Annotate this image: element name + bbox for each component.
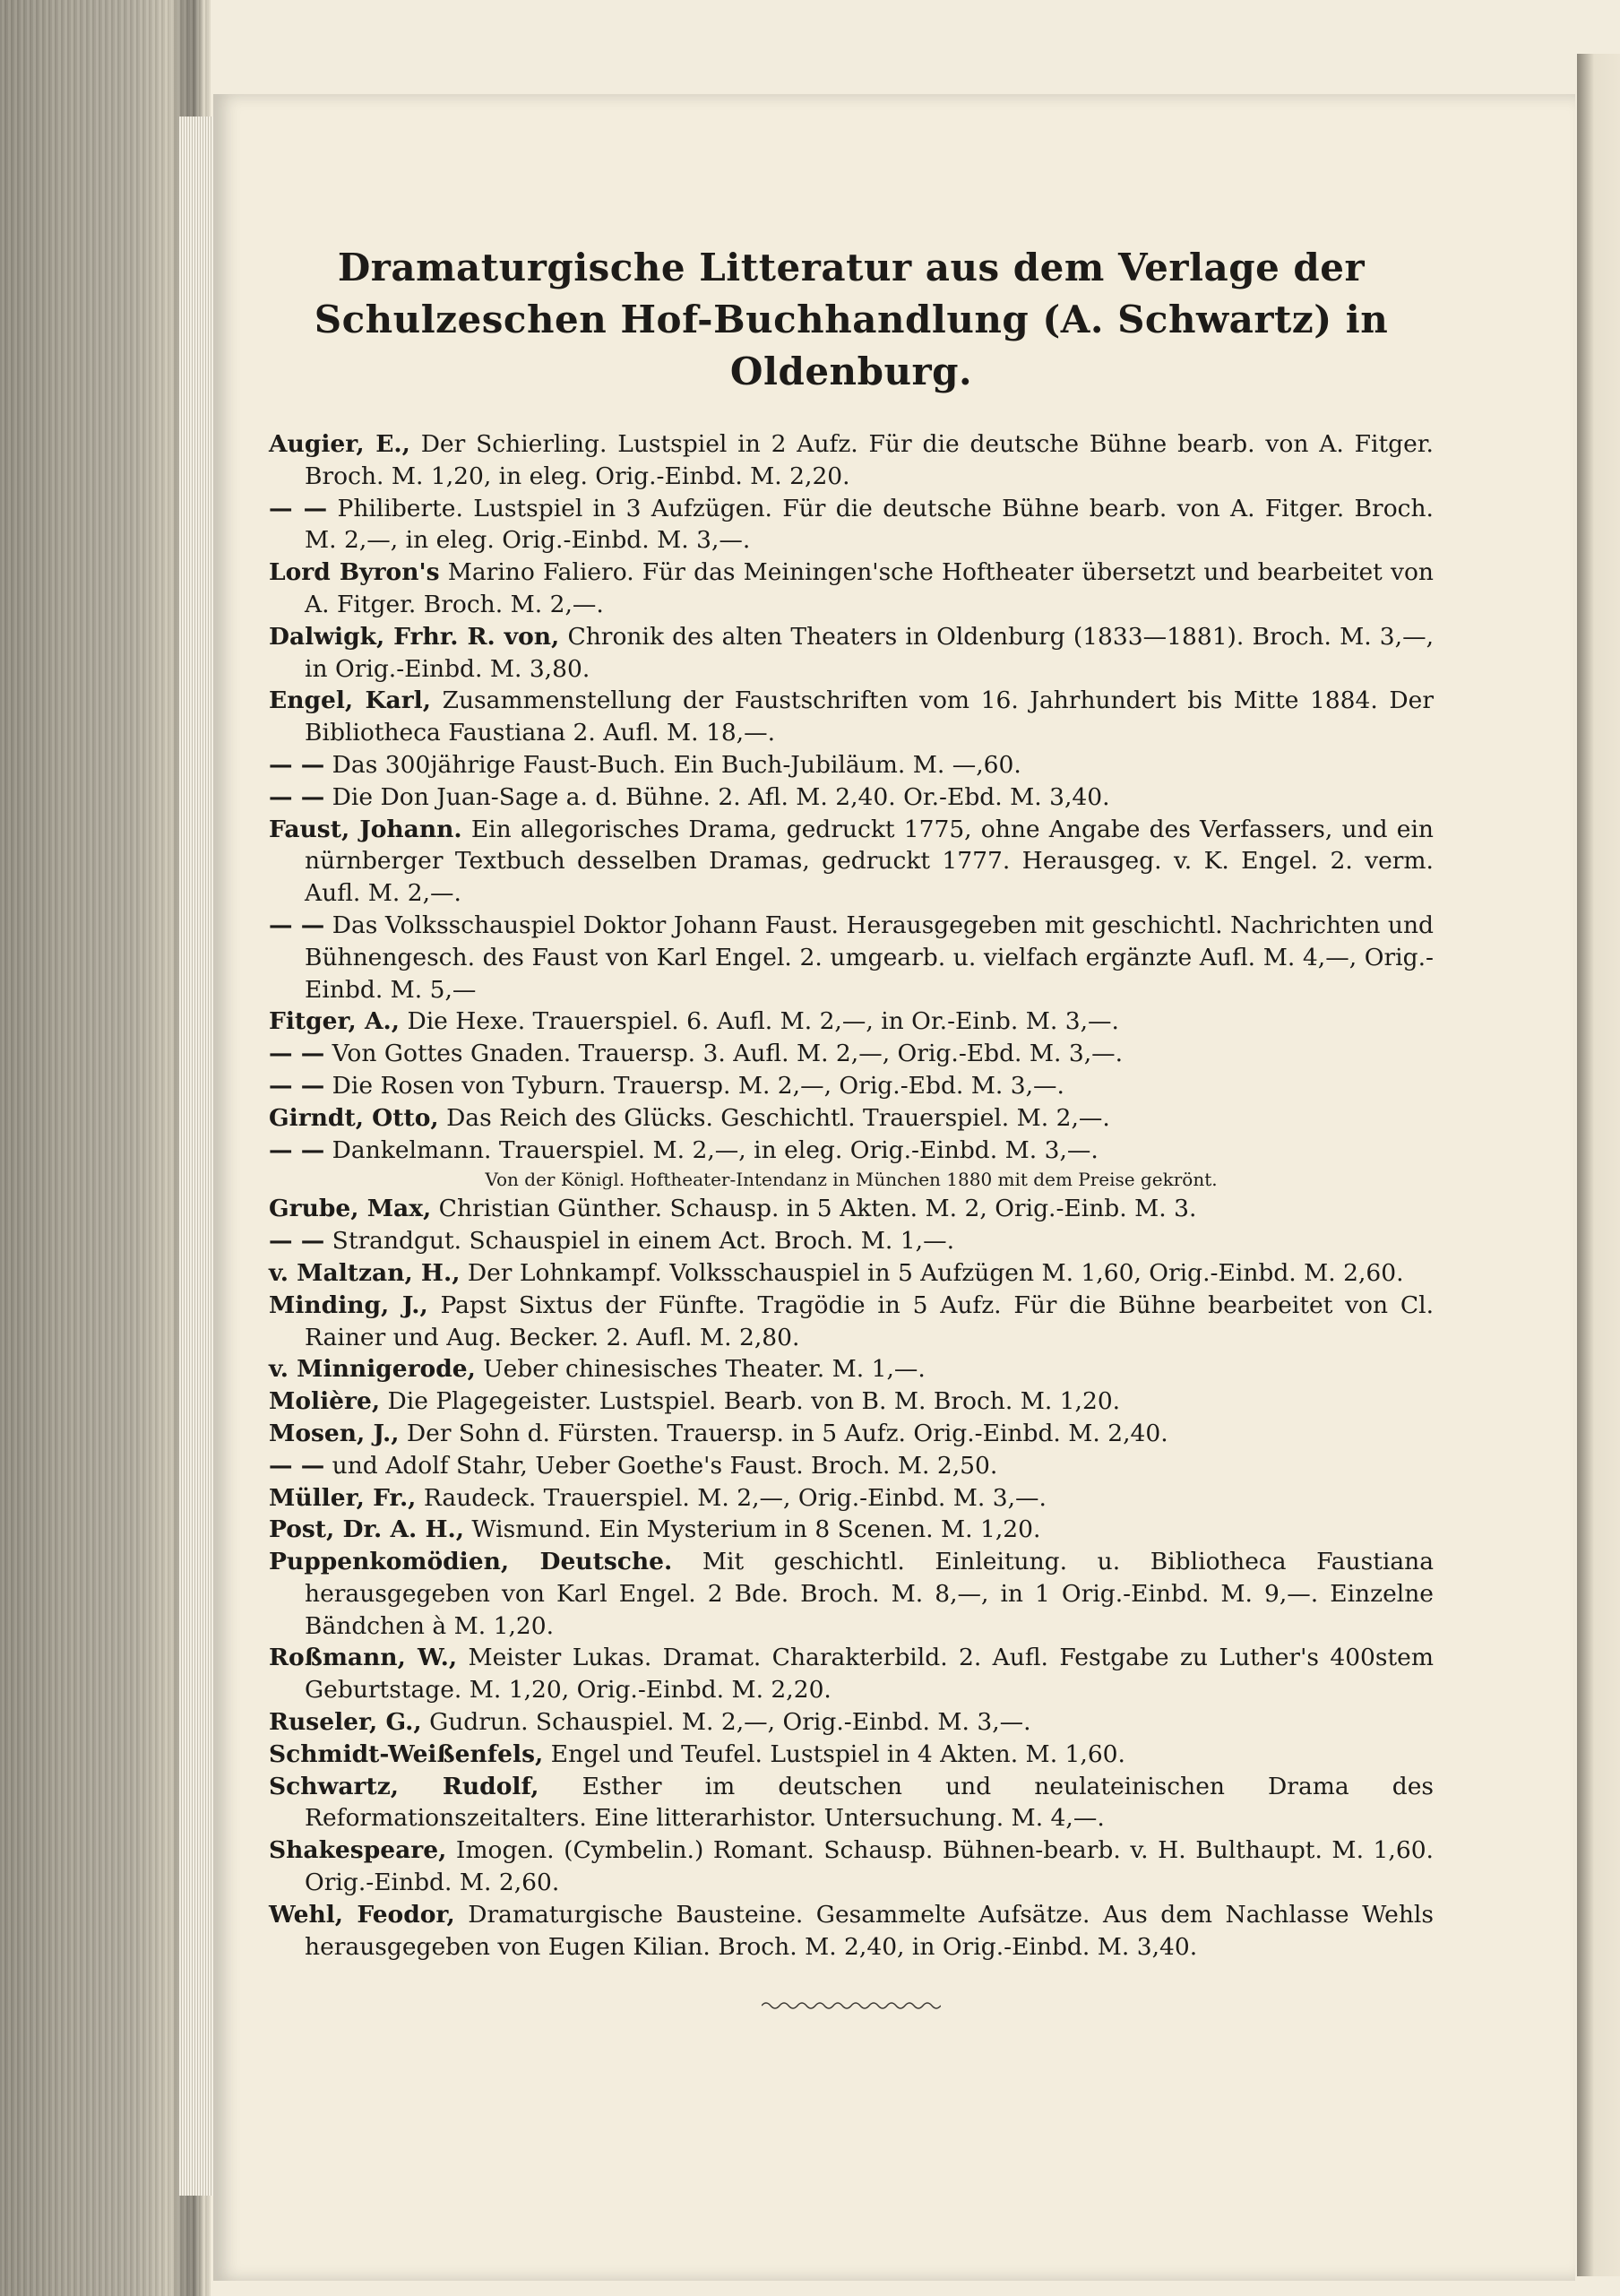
entry-text: Imogen. (Cymbelin.) Romant. Schausp. Bühnen-bearb. v. H. Bulthaupt. M. 1,60. Orig.-Einbd. M. 2,60. — [305, 1836, 1434, 1897]
entry-author: Dalwigk, Frhr. R. von, — [269, 622, 560, 651]
list-item — [269, 814, 1434, 910]
entry-text: Esther im deutschen und neulateinischen Drama des Reformationszeitalters. Eine litterarhistor. Untersuchung. M. 4,—. — [305, 1772, 1434, 1833]
entry-text: Der Schierling. Lustspiel in 2 Aufz. Für die deutsche Bühne bearb. von A. Fitger. Broch. M. 1,20, in eleg. Orig.-Einbd. M. 2,20. — [305, 430, 1434, 490]
entry-author: Faust, Johann. — [269, 815, 462, 843]
entry-text: Mit geschichtl. Einleitung. u. Bibliotheca Faustiana herausgegeben von Karl Engel. 2 Bde. Broch. M. 8,—, in 1 Orig.-Einbd. M. 9,—. Einzelne Bändchen à M. 1,20. — [305, 1548, 1434, 1640]
list-item — [269, 1225, 1434, 1257]
facing-page-edge — [1577, 54, 1620, 2276]
list-item — [269, 1353, 1434, 1385]
entry-author: v. Minnigerode, — [269, 1355, 476, 1384]
entry-text: Strandgut. Schauspiel in einem Act. Broch. M. 1,—. — [332, 1227, 954, 1256]
entry-text: Meister Lukas. Dramat. Charakterbild. 2. Aufl. Festgabe zu Luther's 400stem Geburtstage. M. 1,20, Orig.-Einbd. M. 2,20. — [305, 1644, 1434, 1705]
list-item — [269, 1038, 1434, 1070]
entry-text: Dramaturgische Bausteine. Gesammelte Aufsätze. Aus dem Nachlasse Wehls herausgegeben von Eugen Kilian. Broch. M. 2,40, in Orig.-Einbd. M. 3,40. — [305, 1900, 1434, 1961]
entry-author: — — — [269, 1040, 325, 1068]
page-edges — [179, 117, 215, 2196]
entry-author: Engel, Karl, — [269, 686, 431, 715]
entry-text: Ueber chinesisches Theater. M. 1,—. — [483, 1355, 926, 1384]
list-item — [269, 749, 1434, 781]
entry-text: Die Rosen von Tyburn. Trauersp. M. 2,—, Orig.-Ebd. M. 3,—. — [332, 1071, 1064, 1100]
list-item — [269, 1450, 1434, 1482]
entry-author: Fitger, A., — [269, 1007, 401, 1036]
list-item — [269, 1385, 1434, 1418]
entry-text: Gudrun. Schauspiel. M. 2,—, Orig.-Einbd. M. 3,—. — [429, 1708, 1031, 1737]
entry-text: Engel und Teufel. Lustspiel in 4 Akten. M. 1,60. — [550, 1739, 1125, 1768]
entry-text: Ein allegorisches Drama, gedruckt 1775, ohne Angabe des Verfassers, und ein nürnberger Textbuch desselben Dramas, gedruckt 1777. Herausgeg. v. K. Engel. 2. verm. Aufl. M. 2,—. — [305, 815, 1434, 908]
entry-text: Die Plagegeister. Lustspiel. Bearb. von B. M. Broch. M. 1,20. — [387, 1387, 1121, 1416]
entry-text: Das Reich des Glücks. Geschichtl. Trauerspiel. M. 2,—. — [446, 1103, 1110, 1132]
entry-author: Shakespeare, — [269, 1836, 447, 1865]
entry-author: — — — [269, 782, 325, 811]
entry-text: Von Gottes Gnaden. Trauersp. 3. Aufl. M. 2,—, Orig.-Ebd. M. 3,—. — [332, 1040, 1124, 1068]
entry-author: Minding, J., — [269, 1290, 428, 1319]
list-item — [269, 1706, 1434, 1739]
entry-author: Augier, E., — [269, 430, 410, 458]
entry-text: Christian Günther. Schausp. in 5 Akten. M. 2, Orig.-Einb. M. 3. — [438, 1195, 1197, 1223]
list-item — [269, 1290, 1434, 1354]
award-note: Von der Königl. Hoftheater-Intendanz in München 1880 mit dem Preise gekrönt. — [485, 1169, 1218, 1191]
entry-author: Roßmann, W., — [269, 1644, 458, 1672]
list-item — [269, 557, 1434, 621]
list-item — [269, 1739, 1434, 1771]
list-item — [269, 1006, 1434, 1038]
catalog-list — [269, 428, 1434, 1963]
entry-author: — — — [269, 1227, 325, 1256]
list-item — [269, 1642, 1434, 1706]
entry-text: und Adolf Stahr, Ueber Goethe's Faust. Broch. M. 2,50. — [332, 1451, 998, 1480]
entry-author: Girndt, Otto, — [269, 1103, 439, 1132]
list-item — [269, 781, 1434, 814]
entry-author: Ruseler, G., — [269, 1708, 422, 1737]
list-item — [269, 493, 1434, 557]
page-title: Dramaturgische Litteratur aus dem Verlage der Schulzeschen Hof-Buchhandlung (A. Schwartz) in Oldenburg. — [314, 246, 1389, 393]
list-item — [269, 1102, 1434, 1135]
page-content — [269, 134, 1434, 2013]
entry-author: Mosen, J., — [269, 1419, 400, 1447]
list-item — [269, 1070, 1434, 1102]
entry-author: — — — [269, 1451, 325, 1480]
list-item — [269, 1899, 1434, 1964]
list-item — [269, 1418, 1434, 1450]
list-item — [269, 1257, 1434, 1290]
entry-text: Die Hexe. Trauerspiel. 6. Aufl. M. 2,—, in Or.-Einb. M. 3,—. — [407, 1007, 1119, 1036]
entry-author: Schmidt-Weißenfels, — [269, 1739, 544, 1768]
entry-author: Müller, Fr., — [269, 1483, 417, 1512]
list-item — [269, 428, 1434, 493]
list-item — [269, 621, 1434, 686]
list-item — [269, 1514, 1434, 1546]
entry-text: Chronik des alten Theaters in Oldenburg (1833—1881). Broch. M. 3,—, in Orig.-Einbd. M. 3,80. — [305, 622, 1434, 683]
entry-text: Dankelmann. Trauerspiel. M. 2,—, in eleg. Orig.-Einbd. M. 3,—. — [332, 1135, 1099, 1164]
entry-text: Der Lohnkampf. Volksschauspiel in 5 Aufzügen M. 1,60, Orig.-Einbd. M. 2,60. — [467, 1258, 1404, 1287]
entry-author: Wehl, Feodor, — [269, 1900, 455, 1929]
entry-text: Das 300jährige Faust-Buch. Ein Buch-Jubiläum. M. —,60. — [332, 750, 1021, 779]
entry-author: Puppenkomödien, Deutsche. — [269, 1548, 673, 1576]
entry-author: — — — [269, 911, 325, 939]
entry-text: Zusammenstellung der Faustschriften vom 16. Jahrhundert bis Mitte 1884. Der Bibliotheca Faustiana 2. Aufl. M. 18,—. — [305, 686, 1434, 747]
list-item — [269, 1482, 1434, 1515]
list-item — [269, 685, 1434, 749]
entry-text: Raudeck. Trauerspiel. M. 2,—, Orig.-Einbd. M. 3,—. — [423, 1483, 1047, 1512]
entry-author: — — — [269, 494, 328, 522]
entry-text: Der Sohn d. Fürsten. Trauersp. in 5 Aufz. Orig.-Einbd. M. 2,40. — [406, 1419, 1168, 1447]
entry-text: Philiberte. Lustspiel in 3 Aufzügen. Für die deutsche Bühne bearb. von A. Fitger. Broch. M. 2,—, in eleg. Orig.-Einbd. M. 3,—. — [305, 494, 1434, 555]
entry-author: Grube, Max, — [269, 1195, 432, 1223]
list-item — [269, 1193, 1434, 1225]
entry-text: Das Volksschauspiel Doktor Johann Faust. Herausgegeben mit geschichtl. Nachrichten und Bühnengesch. des Faust von Karl Engel. 2. umgearb. u. vielfach ergänzte Aufl. M. 4,—, Orig.-Einbd. M. 5,— — [305, 911, 1434, 1004]
entry-text: Papst Sixtus der Fünfte. Tragödie in 5 Aufz. Für die Bühne bearbeitet von Cl. Rainer und Aug. Becker. 2. Aufl. M. 2,80. — [305, 1290, 1434, 1351]
list-item — [269, 1546, 1434, 1642]
entry-text: Die Don Juan-Sage a. d. Bühne. 2. Afl. M. 2,40. Or.-Ebd. M. 3,40. — [332, 782, 1110, 811]
entry-author: v. Maltzan, H., — [269, 1258, 461, 1287]
entry-author: Schwartz, Rudolf, — [269, 1772, 539, 1800]
entry-author: Lord Byron's — [269, 558, 440, 587]
list-item — [269, 1135, 1434, 1167]
list-item — [269, 1834, 1434, 1899]
list-item — [269, 1771, 1434, 1835]
entry-author: Molière, — [269, 1387, 381, 1416]
entry-text: Marino Faliero. Für das Meiningen'sche Hoftheater übersetzt und bearbeitet von A. Fitger. Broch. M. 2,—. — [305, 558, 1434, 618]
entry-author: — — — [269, 1071, 325, 1100]
wavy-rule-ornament-icon — [762, 1998, 941, 2013]
entry-text: Wismund. Ein Mysterium in 8 Scenen. M. 1,20. — [471, 1515, 1041, 1544]
entry-author: — — — [269, 1135, 325, 1164]
entry-author: — — — [269, 750, 325, 779]
list-item — [269, 910, 1434, 1006]
entry-author: Post, Dr. A. H., — [269, 1515, 464, 1544]
